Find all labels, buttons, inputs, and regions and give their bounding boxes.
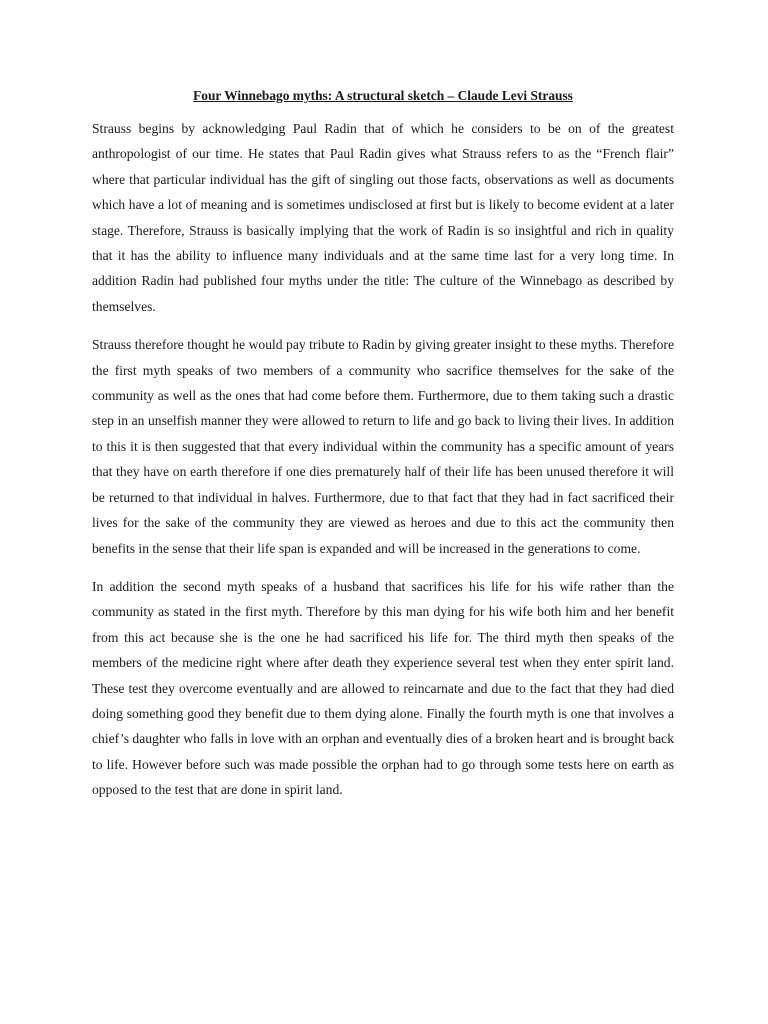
paragraph-1: Strauss begins by acknowledging Paul Radin that of which he considers to be on of the greatest anthropologist of our time. He states that Paul Radin gives what Strauss refers to as the “French flair” where that particular individual has the gift of singling out those facts, observations as well as documents which have a lot of meaning and is sometimes undisclosed at first but is likely to become evident at a later stage. Therefore, Strauss is basically implying that the work of Radin is so insightful and rich in quality that it has the ability to influence many individuals and at the same time last for a very long time. In addition Radin had published four myths under the title: The culture of the Winnebago as described by themselves. bbox=[92, 121, 674, 314]
paragraph-2: Strauss therefore thought he would pay tribute to Radin by giving greater insight to these myths. Therefore the first myth speaks of two members of a community who sacrifice themselves for the sake of the community as well as the ones that had come before them. Furthermore, due to them taking such a drastic step in an unselfish manner they were allowed to return to life and go back to living their lives. In addition to this it is then suggested that that every individual within the community has a specific amount of years that they have on earth therefore if one dies prematurely half of their life has been unused therefore it will be returned to that individual in halves. Furthermore, due to that fact that they had in fact sacrificed their lives for the sake of the community they are viewed as heroes and due to this act the community then benefits in the sense that their life span is expanded and will be increased in the generations to come. bbox=[92, 337, 674, 556]
document-page bbox=[92, 86, 674, 816]
document-title: Four Winnebago myths: A structural sketch – Claude Levi Strauss bbox=[193, 88, 573, 103]
paragraph-3: In addition the second myth speaks of a husband that sacrifices his life for his wife rather than the community as stated in the first myth. Therefore by this man dying for his wife both him and her benefit from this act because she is the one he had sacrificed his life for. The third myth then speaks of the members of the medicine right where after death they experience several test when they enter spirit land. These test they overcome eventually and are allowed to reincarnate and due to the fact that they had died doing something good they benefit due to them dying alone. Finally the fourth myth is one that involves a chief’s daughter who falls in love with an orphan and eventually dies of a broken heart and is brought back to life. However before such was made possible the orphan had to go through some tests here on earth as opposed to the test that are done in spirit land. bbox=[92, 578, 674, 798]
